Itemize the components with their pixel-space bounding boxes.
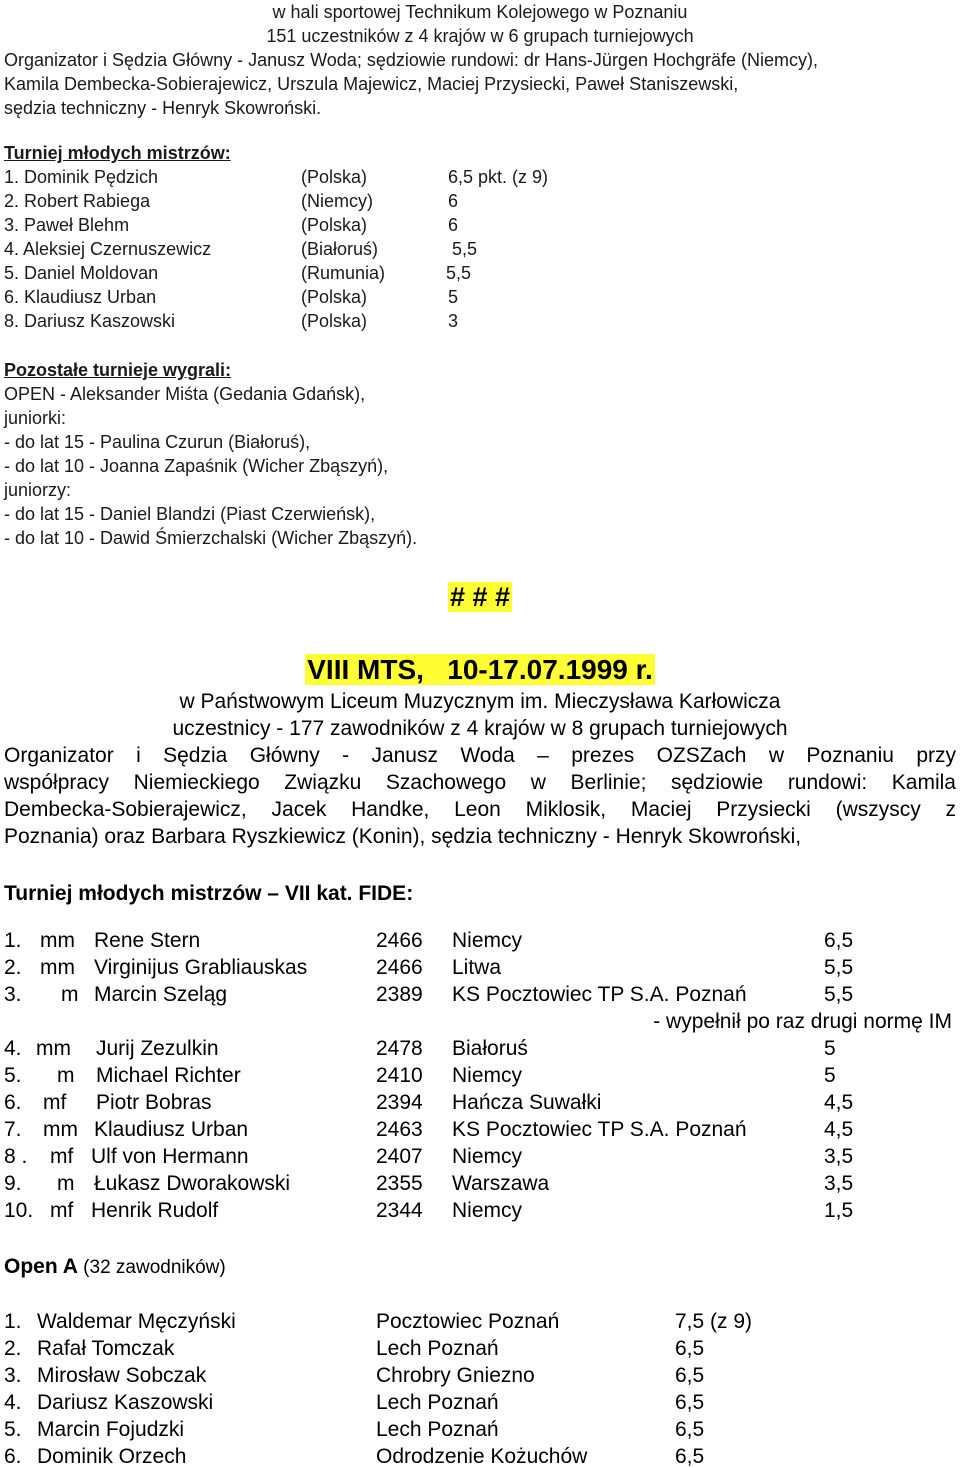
row-name: Waldemar Męczyński (37, 1310, 236, 1333)
row-club: Niemcy (452, 1145, 523, 1168)
row-title: m (57, 1064, 75, 1087)
row-name: Jurij Zezulkin (96, 1037, 219, 1060)
row-club: Litwa (452, 956, 502, 979)
separator-text: # # # (449, 582, 511, 612)
row-rating: 2394 (376, 1091, 423, 1114)
player-country: (Polska) (301, 167, 368, 187)
player-name: 4. Aleksiej Czernuszewicz (4, 239, 212, 259)
row-score: 6,5 (675, 1418, 705, 1441)
row-score: 5,5 (824, 956, 854, 979)
row-pos: 3. (4, 983, 22, 1006)
row-score: 5 (824, 1064, 836, 1087)
player-country: (Polska) (301, 215, 368, 235)
player-score: 5,5 (446, 263, 472, 283)
row-club: Odrodzenie Kożuchów (376, 1445, 588, 1468)
row-score: 5 (824, 1037, 836, 1060)
player-name: 1. Dominik Pędzich (4, 167, 159, 187)
row-club: Warszawa (452, 1172, 550, 1195)
row-title: mm (40, 929, 75, 952)
open-heading-title: Open A (4, 1255, 78, 1278)
row-club: Pocztowiec Poznań (376, 1310, 560, 1333)
row-club: Lech Poznań (376, 1337, 499, 1360)
winner-line: juniorki: (4, 408, 67, 428)
player-country: (Polska) (301, 287, 368, 307)
row-name: Dariusz Kaszowski (37, 1391, 214, 1414)
player-name: 5. Daniel Moldovan (4, 263, 159, 283)
row-name: Dominik Orzech (37, 1445, 187, 1468)
row-rating: 2463 (376, 1118, 423, 1141)
row-score: 5,5 (824, 983, 854, 1006)
row-score: 6,5 (675, 1445, 705, 1468)
section-heading: Pozostałe turnieje wygrali: (4, 360, 232, 380)
row-club: Niemcy (452, 1064, 523, 1087)
row-title: m (61, 983, 79, 1006)
row-score: 6,5 (824, 929, 854, 952)
row-rating: 2389 (376, 983, 423, 1006)
row-pos: 4. (4, 1037, 22, 1060)
row-rating: 2466 (376, 929, 423, 952)
winner-line: - do lat 10 - Dawid Śmierzchalski (Wicher Zbąszyń). (4, 528, 418, 548)
player-score: 6 (448, 191, 459, 211)
row-title: mf (50, 1199, 74, 1222)
open-heading (4, 1256, 226, 1277)
winner-line: juniorzy: (4, 480, 72, 500)
row-club: KS Pocztowiec TP S.A. Poznań (452, 983, 747, 1006)
intro-line: Dembecka-Sobierajewicz, Jacek Handke, Leon Miklosik, Maciej Przysiecki (wszyscy z (4, 798, 956, 821)
row-score: 3,5 (824, 1172, 854, 1195)
event-title (0, 656, 960, 684)
player-country: (Niemcy) (301, 191, 373, 211)
row-pos: 10. (4, 1199, 34, 1222)
row-pos: 2. (4, 956, 22, 979)
row-name: Łukasz Dworakowski (94, 1172, 291, 1195)
open-heading-count: (32 zawodników) (77, 1257, 226, 1278)
winner-line: - do lat 15 - Daniel Blandzi (Piast Czerwieńsk), (4, 504, 376, 524)
row-title: mm (36, 1037, 71, 1060)
player-name: 6. Klaudiusz Urban (4, 287, 157, 307)
row-rating: 2407 (376, 1145, 423, 1168)
intro-line: Organizator i Sędzia Główny - Janusz Woda – prezes OZSZach w Poznaniu przy (4, 744, 956, 767)
player-name: 3. Paweł Blehm (4, 215, 130, 235)
row-club: Chrobry Gniezno (376, 1364, 535, 1387)
row-name: Rene Stern (94, 929, 201, 952)
row-score: 4,5 (824, 1118, 854, 1141)
intro-line: Organizator i Sędzia Główny - Janusz Woda; sędziowie rundowi: dr Hans-Jürgen Hochgräfe (Niemcy), (4, 50, 819, 70)
player-name: 8. Dariusz Kaszowski (4, 311, 176, 331)
row-name: Michael Richter (96, 1064, 241, 1087)
row-pos: 6. (4, 1091, 22, 1114)
row-name: Marcin Szeląg (94, 983, 228, 1006)
player-score: 5 (448, 287, 459, 307)
intro-line: Poznania) oraz Barbara Ryszkiewicz (Konin), sędzia techniczny - Henryk Skowroński, (4, 825, 802, 848)
row-name: Piotr Bobras (96, 1091, 212, 1114)
norm-note: - wypełnił po raz drugi normę IM (653, 1010, 952, 1033)
row-score: 1,5 (824, 1199, 854, 1222)
intro-line: uczestnicy - 177 zawodników z 4 krajów w 8 grupach turniejowych (172, 717, 788, 740)
row-pos: 8 . (4, 1145, 28, 1168)
winner-line: - do lat 10 - Joanna Zapaśnik (Wicher Zbąszyń), (4, 456, 389, 476)
row-score: 7,5 (z 9) (675, 1310, 753, 1333)
row-pos: 4. (4, 1391, 22, 1414)
row-name: Henrik Rudolf (91, 1199, 219, 1222)
row-club: KS Pocztowiec TP S.A. Poznań (452, 1118, 747, 1141)
player-country: (Polska) (301, 311, 368, 331)
player-country: (Białoruś) (301, 239, 379, 259)
row-club: Białoruś (452, 1037, 528, 1060)
row-name: Rafał Tomczak (37, 1337, 175, 1360)
row-pos: 1. (4, 929, 22, 952)
row-rating: 2344 (376, 1199, 423, 1222)
row-club: Niemcy (452, 1199, 523, 1222)
row-pos: 5. (4, 1064, 22, 1087)
row-pos: 6. (4, 1445, 22, 1468)
player-score: 5,5 (452, 239, 478, 259)
player-score: 6,5 pkt. (z 9) (448, 167, 549, 187)
intro-line: Kamila Dembecka-Sobierajewicz, Urszula Majewicz, Maciej Przysiecki, Paweł Staniszewski, (4, 74, 739, 94)
player-name: 2. Robert Rabiega (4, 191, 151, 211)
row-title: mm (43, 1118, 78, 1141)
intro-line: w hali sportowej Technikum Kolejowego w Poznaniu (272, 2, 688, 22)
player-score: 3 (448, 311, 459, 331)
winner-line: OPEN - Aleksander Miśta (Gedania Gdańsk), (4, 384, 366, 404)
row-score: 3,5 (824, 1145, 854, 1168)
row-score: 6,5 (675, 1337, 705, 1360)
row-pos: 7. (4, 1118, 22, 1141)
row-rating: 2410 (376, 1064, 423, 1087)
row-title: m (57, 1172, 75, 1195)
row-score: 6,5 (675, 1364, 705, 1387)
event-title-text: VIII MTS, 10-17.07.1999 r. (307, 654, 653, 685)
row-pos: 9. (4, 1172, 22, 1195)
intro-line: w Państwowym Liceum Muzycznym im. Mieczysława Karłowicza (179, 690, 781, 713)
row-title: mf (50, 1145, 74, 1168)
row-pos: 2. (4, 1337, 22, 1360)
player-score: 6 (448, 215, 459, 235)
row-name: Ulf von Hermann (91, 1145, 249, 1168)
row-name: Marcin Fojudzki (37, 1418, 185, 1441)
row-club: Lech Poznań (376, 1391, 499, 1414)
section-heading: Turniej młodych mistrzów – VII kat. FIDE: (4, 882, 414, 905)
row-pos: 3. (4, 1364, 22, 1387)
intro-line: współpracy Niemieckiego Związku Szachowego w Berlinie; sędziowie rundowi: Kamila (4, 771, 956, 794)
row-pos: 1. (4, 1310, 22, 1333)
row-name: Klaudiusz Urban (94, 1118, 249, 1141)
row-pos: 5. (4, 1418, 22, 1441)
intro-line: sędzia techniczny - Henryk Skowroński. (4, 98, 322, 118)
separator (0, 584, 960, 611)
row-score: 6,5 (675, 1391, 705, 1414)
row-title: mm (40, 956, 75, 979)
winner-line: - do lat 15 - Paulina Czurun (Białoruś), (4, 432, 311, 452)
row-title: mf (43, 1091, 67, 1114)
row-name: Virginijus Grabliauskas (94, 956, 308, 979)
row-name: Mirosław Sobczak (37, 1364, 207, 1387)
row-score: 4,5 (824, 1091, 854, 1114)
row-club: Niemcy (452, 929, 523, 952)
intro-line: 151 uczestników z 4 krajów w 6 grupach turniejowych (266, 26, 694, 46)
row-rating: 2478 (376, 1037, 423, 1060)
row-club: Hańcza Suwałki (452, 1091, 602, 1114)
row-club: Lech Poznań (376, 1418, 499, 1441)
player-country: (Rumunia) (301, 263, 386, 283)
section-heading: Turniej młodych mistrzów: (4, 143, 231, 163)
row-rating: 2355 (376, 1172, 423, 1195)
row-rating: 2466 (376, 956, 423, 979)
